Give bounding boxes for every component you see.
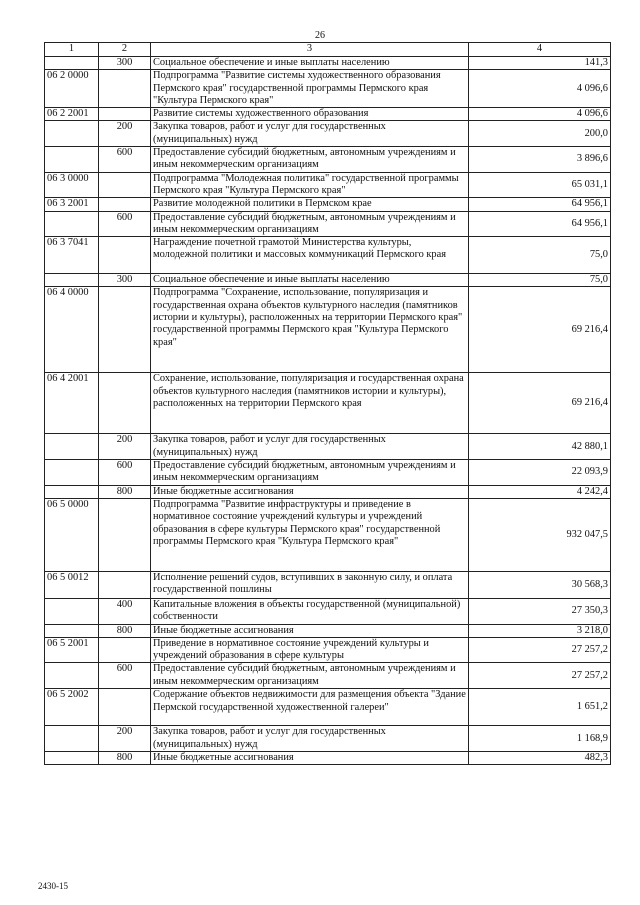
budget-code-cell: 06 5 2001 (45, 637, 99, 663)
amount-cell: 482,3 (469, 752, 611, 765)
budget-code-cell: 06 2 2001 (45, 108, 99, 121)
expense-type-cell: 300 (99, 57, 151, 70)
budget-code-cell (45, 434, 99, 460)
budget-code-cell: 06 5 0012 (45, 571, 99, 598)
budget-code-cell (45, 147, 99, 173)
table-row (45, 57, 611, 70)
item-name-cell: Иные бюджетные ассигнования (151, 624, 469, 637)
budget-table (44, 42, 611, 765)
expense-type-cell (99, 498, 151, 571)
expense-type-cell: 200 (99, 726, 151, 752)
amount-cell: 932 047,5 (469, 498, 611, 571)
budget-code-cell (45, 726, 99, 752)
amount-cell: 65 031,1 (469, 172, 611, 198)
item-name-cell: Развитие молодежной политики в Пермском крае (151, 198, 469, 211)
budget-code-cell: 06 2 0000 (45, 70, 99, 108)
table-row (45, 624, 611, 637)
table-row (45, 689, 611, 726)
item-name-cell: Иные бюджетные ассигнования (151, 752, 469, 765)
header-col-3: 3 (151, 43, 469, 57)
budget-code-cell (45, 663, 99, 689)
budget-code-cell: 06 5 2002 (45, 689, 99, 726)
item-name-cell: Социальное обеспечение и иные выплаты населению (151, 274, 469, 287)
item-name-cell: Капитальные вложения в объекты государственной (муниципальной) собственности (151, 598, 469, 624)
amount-cell: 64 956,1 (469, 198, 611, 211)
table-row (45, 211, 611, 237)
table-row (45, 198, 611, 211)
item-name-cell: Закупка товаров, работ и услуг для государственных (муниципальных) нужд (151, 121, 469, 147)
budget-code-cell: 06 4 2001 (45, 373, 99, 434)
item-name-cell: Награждение почетной грамотой Министерства культуры, молодежной политики и массовых коммуникаций Пермского края (151, 237, 469, 274)
page-number: 26 (315, 30, 325, 41)
budget-code-cell: 06 3 2001 (45, 198, 99, 211)
budget-code-cell: 06 4 0000 (45, 287, 99, 373)
expense-type-cell (99, 571, 151, 598)
table-row (45, 752, 611, 765)
budget-code-cell (45, 598, 99, 624)
table-header-row (45, 43, 611, 57)
budget-code-cell (45, 57, 99, 70)
amount-cell: 200,0 (469, 121, 611, 147)
expense-type-cell: 600 (99, 211, 151, 237)
amount-cell: 64 956,1 (469, 211, 611, 237)
amount-cell: 3 218,0 (469, 624, 611, 637)
table-row (45, 287, 611, 373)
expense-type-cell (99, 198, 151, 211)
expense-type-cell: 800 (99, 752, 151, 765)
item-name-cell: Закупка товаров, работ и услуг для государственных (муниципальных) нужд (151, 434, 469, 460)
expense-type-cell (99, 108, 151, 121)
budget-code-cell (45, 485, 99, 498)
table-row (45, 498, 611, 571)
item-name-cell: Исполнение решений судов, вступивших в законную силу, и оплата государственной пошлины (151, 571, 469, 598)
table-row (45, 460, 611, 486)
expense-type-cell: 200 (99, 434, 151, 460)
item-name-cell: Предоставление субсидий бюджетным, автономным учреждениям и иным некоммерческим организациям (151, 147, 469, 173)
item-name-cell: Социальное обеспечение и иные выплаты населению (151, 57, 469, 70)
table-row (45, 571, 611, 598)
budget-code-cell (45, 211, 99, 237)
budget-code-cell (45, 121, 99, 147)
item-name-cell: Иные бюджетные ассигнования (151, 485, 469, 498)
table-row (45, 237, 611, 274)
expense-type-cell (99, 237, 151, 274)
expense-type-cell: 400 (99, 598, 151, 624)
table-row (45, 147, 611, 173)
item-name-cell: Подпрограмма "Развитие инфраструктуры и приведение в нормативное состояние учреждений культуры и учреждений образования в сфере культуры Пермского края" государственной программы Пермского края "Культура Пермского края" (151, 498, 469, 571)
item-name-cell: Подпрограмма "Развитие системы художественного образования Пермского края" государственной программы Пермского края "Культура Пермского края" (151, 70, 469, 108)
item-name-cell: Предоставление субсидий бюджетным, автономным учреждениям и иным некоммерческим организациям (151, 211, 469, 237)
expense-type-cell: 600 (99, 147, 151, 173)
amount-cell: 3 896,6 (469, 147, 611, 173)
amount-cell: 75,0 (469, 237, 611, 274)
expense-type-cell (99, 172, 151, 198)
amount-cell: 22 093,9 (469, 460, 611, 486)
item-name-cell: Развитие системы художественного образования (151, 108, 469, 121)
expense-type-cell: 800 (99, 485, 151, 498)
expense-type-cell: 600 (99, 460, 151, 486)
expense-type-cell: 300 (99, 274, 151, 287)
table-row (45, 373, 611, 434)
table-row (45, 70, 611, 108)
amount-cell: 27 257,2 (469, 637, 611, 663)
item-name-cell: Закупка товаров, работ и услуг для государственных (муниципальных) нужд (151, 726, 469, 752)
item-name-cell: Приведение в нормативное состояние учреждений культуры и учреждений образования в сфере культуры (151, 637, 469, 663)
amount-cell: 1 168,9 (469, 726, 611, 752)
table-row (45, 108, 611, 121)
budget-code-cell: 06 5 0000 (45, 498, 99, 571)
amount-cell: 27 257,2 (469, 663, 611, 689)
budget-code-cell (45, 624, 99, 637)
amount-cell: 30 568,3 (469, 571, 611, 598)
header-col-1: 1 (45, 43, 99, 57)
table-row (45, 637, 611, 663)
expense-type-cell (99, 689, 151, 726)
amount-cell: 27 350,3 (469, 598, 611, 624)
table-row (45, 121, 611, 147)
expense-type-cell (99, 70, 151, 108)
table-row (45, 726, 611, 752)
item-name-cell: Подпрограмма "Молодежная политика" государственной программы Пермского края "Культура Пермского края" (151, 172, 469, 198)
amount-cell: 1 651,2 (469, 689, 611, 726)
header-col-4: 4 (469, 43, 611, 57)
budget-code-cell (45, 274, 99, 287)
budget-code-cell: 06 3 0000 (45, 172, 99, 198)
amount-cell: 75,0 (469, 274, 611, 287)
amount-cell: 42 880,1 (469, 434, 611, 460)
amount-cell: 69 216,4 (469, 373, 611, 434)
item-name-cell: Подпрограмма "Сохранение, использование, популяризация и государственная охрана объектов культурного наследия (памятников истории и культуры), расположенных на территории Пермского края" государственной программы Пермского края "Культура Пермского края" (151, 287, 469, 373)
table-row (45, 434, 611, 460)
item-name-cell: Предоставление субсидий бюджетным, автономным учреждениям и иным некоммерческим организациям (151, 663, 469, 689)
amount-cell: 69 216,4 (469, 287, 611, 373)
budget-code-cell (45, 752, 99, 765)
item-name-cell: Предоставление субсидий бюджетным, автономным учреждениям и иным некоммерческим организациям (151, 460, 469, 486)
budget-code-cell: 06 3 7041 (45, 237, 99, 274)
item-name-cell: Содержание объектов недвижимости для размещения объекта "Здание Пермской государственной художественной галереи" (151, 689, 469, 726)
table-row (45, 598, 611, 624)
expense-type-cell: 800 (99, 624, 151, 637)
table-row (45, 663, 611, 689)
budget-code-cell (45, 460, 99, 486)
document-code: 2430-15 (38, 881, 68, 891)
item-name-cell: Сохранение, использование, популяризация и государственная охрана объектов культурного наследия (памятников истории и культуры), расположенных на территории Пермского края (151, 373, 469, 434)
expense-type-cell: 200 (99, 121, 151, 147)
amount-cell: 4 096,6 (469, 70, 611, 108)
table-row (45, 485, 611, 498)
amount-cell: 4 096,6 (469, 108, 611, 121)
amount-cell: 141,3 (469, 57, 611, 70)
expense-type-cell (99, 637, 151, 663)
expense-type-cell (99, 287, 151, 373)
table-row (45, 274, 611, 287)
table-row (45, 172, 611, 198)
header-col-2: 2 (99, 43, 151, 57)
expense-type-cell: 600 (99, 663, 151, 689)
amount-cell: 4 242,4 (469, 485, 611, 498)
expense-type-cell (99, 373, 151, 434)
